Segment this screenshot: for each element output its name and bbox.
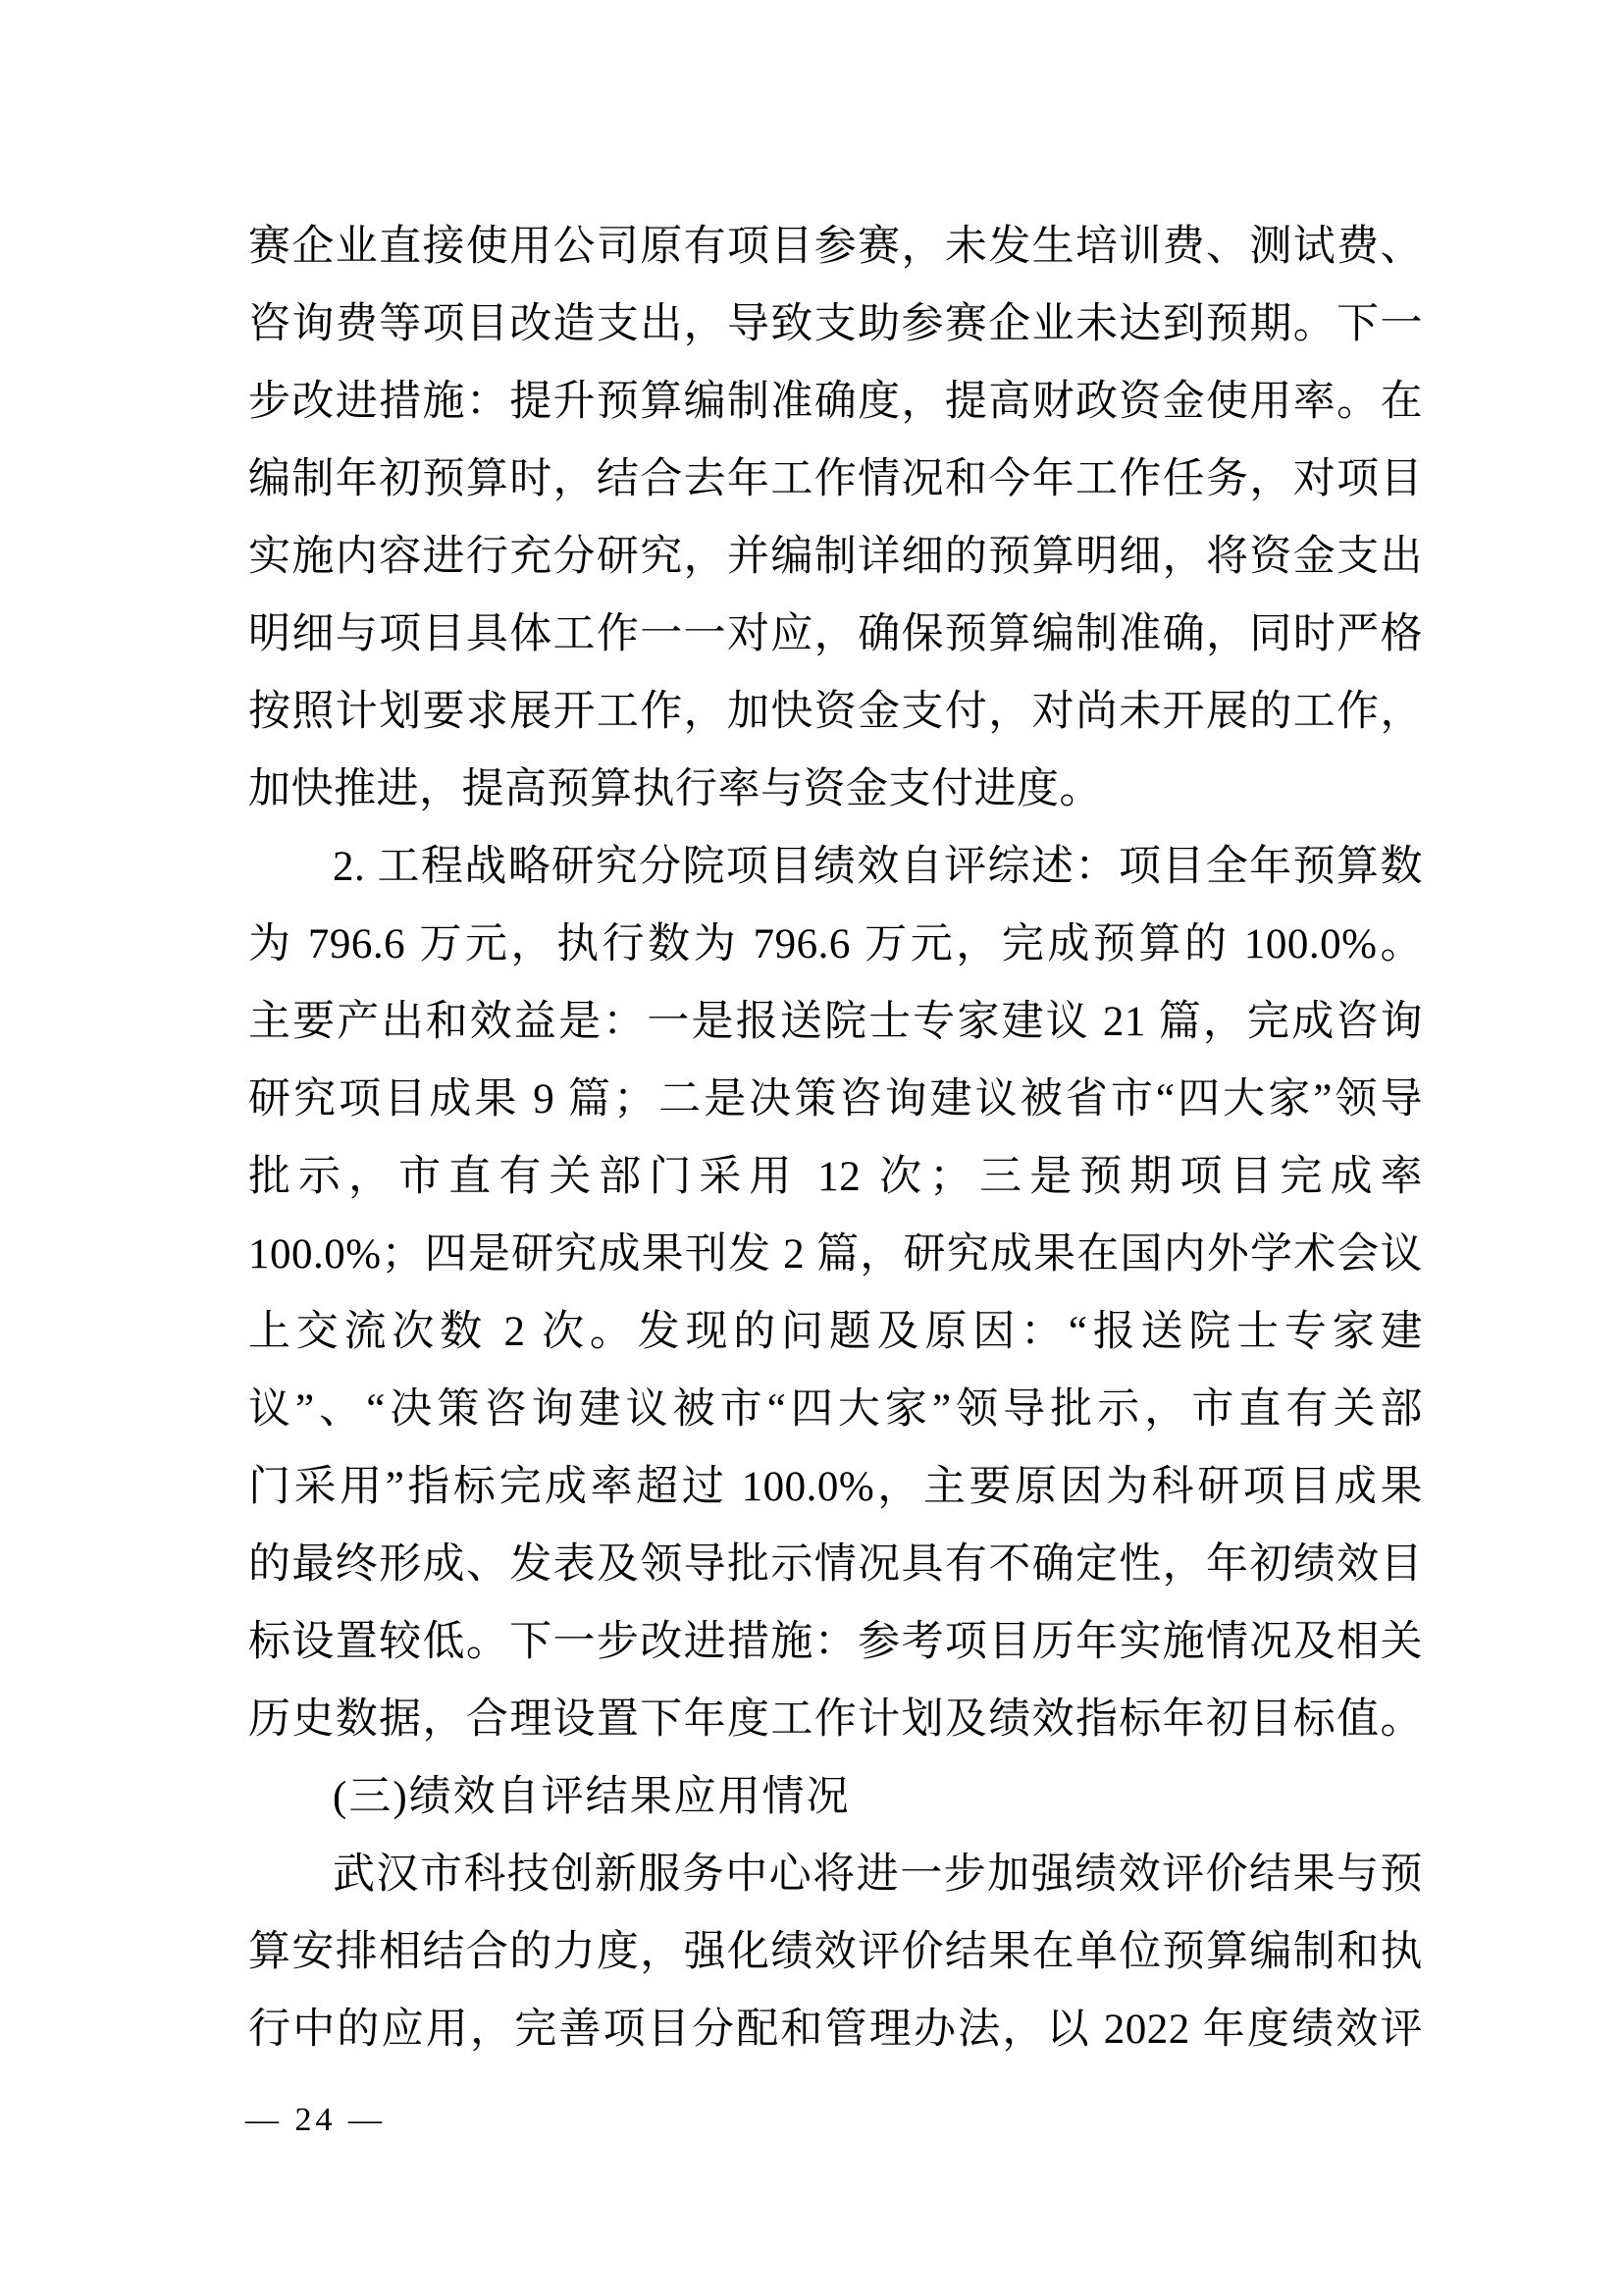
text-line: 研究项目成果 9 篇；二是决策咨询建议被省市“四大家”领导	[248, 1076, 1423, 1122]
text-line: 咨询费等项目改造支出，导致支助参赛企业未达到预期。下一	[248, 301, 1423, 347]
text-line: 2. 工程战略研究分院项目绩效自评综述：项目全年预算数	[333, 844, 1423, 890]
text-line: 门采用”指标完成率超过 100.0%，主要原因为科研项目成果	[248, 1464, 1423, 1510]
text-line: 历史数据，合理设置下年度工作计划及绩效指标年初目标值。	[248, 1696, 1423, 1743]
text-line: 按照计划要求展开工作，加快资金支付，对尚未开展的工作，	[248, 689, 1423, 735]
text-line: 上交流次数 2 次。发现的问题及原因：“报送院士专家建	[248, 1309, 1423, 1355]
section-heading: (三)绩效自评结果应用情况	[333, 1774, 851, 1820]
text-line: 为 796.6 万元，执行数为 796.6 万元，完成预算的 100.0%。	[248, 921, 1423, 967]
text-line: 编制年初预算时，结合去年工作情况和今年工作任务，对项目	[248, 456, 1423, 502]
text-line: 标设置较低。下一步改进措施：参考项目历年实施情况及相关	[248, 1619, 1423, 1665]
text-line: 加快推进，提高预算执行率与资金支付进度。	[248, 766, 1102, 812]
text-line: 实施内容进行充分研究，并编制详细的预算明细，将资金支出	[248, 534, 1423, 580]
text-line: 的最终形成、发表及领导批示情况具有不确定性，年初绩效目	[248, 1541, 1423, 1588]
page-number: — 24 —	[245, 2102, 386, 2138]
text-line: 算安排相结合的力度，强化绩效评价结果在单位预算编制和执	[248, 1929, 1423, 1975]
text-line: 行中的应用，完善项目分配和管理办法，以 2022 年度绩效评	[248, 2007, 1423, 2053]
text-line: 武汉市科技创新服务中心将进一步加强绩效评价结果与预	[333, 1852, 1423, 1898]
text-line: 主要产出和效益是：一是报送院士专家建议 21 篇，完成咨询	[248, 999, 1423, 1045]
text-line: 步改进措施：提升预算编制准确度，提高财政资金使用率。在	[248, 379, 1423, 425]
text-line: 赛企业直接使用公司原有项目参赛，未发生培训费、测试费、	[248, 224, 1423, 270]
text-line: 100.0%；四是研究成果刊发 2 篇，研究成果在国内外学术会议	[248, 1231, 1423, 1278]
text-line: 议”、“决策咨询建议被市“四大家”领导批示，市直有关部	[248, 1386, 1423, 1433]
text-block	[248, 208, 1423, 2068]
text-line: 批示，市直有关部门采用 12 次；三是预期项目完成率	[248, 1154, 1423, 1200]
text-line: 明细与项目具体工作一一对应，确保预算编制准确，同时严格	[248, 611, 1423, 657]
